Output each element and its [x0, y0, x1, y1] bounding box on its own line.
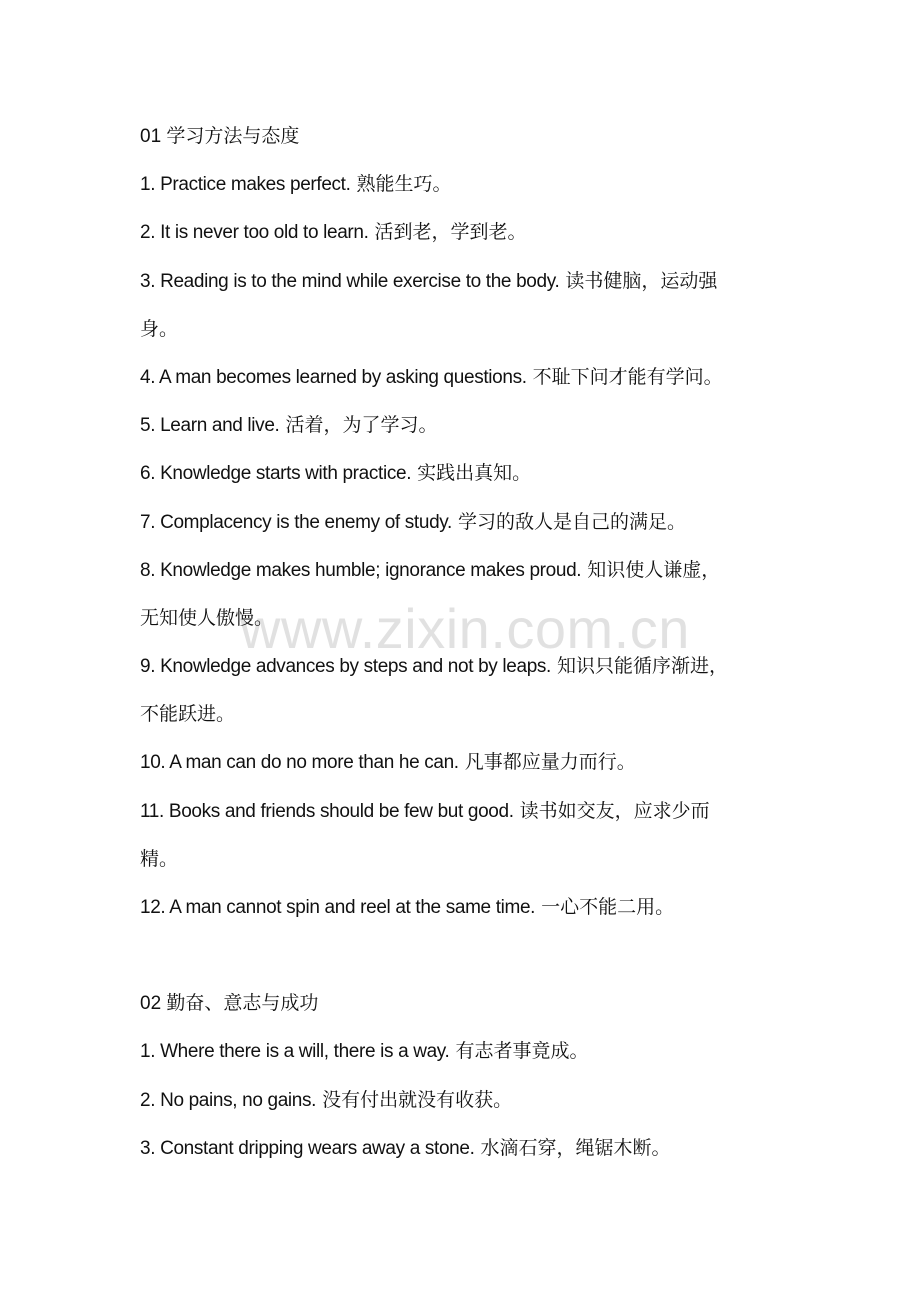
proverb-english: 1. Where there is a will, there is a way.: [140, 1041, 450, 1063]
proverb-chinese: 活着，为了学习。: [285, 415, 438, 437]
proverb-chinese: 读书如交友，应求少而: [519, 800, 710, 822]
proverb-line: [140, 161, 790, 209]
proverb-line: [140, 788, 790, 836]
proverb-english: 5. Learn and live.: [140, 415, 280, 437]
proverb-chinese: 凡事都应量力而行。: [464, 752, 636, 774]
proverb-chinese: 熟能生巧。: [356, 174, 452, 196]
proverb-line: [140, 209, 790, 257]
proverb-english: 4. A man becomes learned by asking questions.: [140, 366, 527, 388]
proverb-line: [140, 547, 790, 595]
proverb-chinese: 水滴石穿，绳锯木断。: [480, 1137, 671, 1159]
proverb-continuation: 无知使人傲慢。: [140, 607, 274, 629]
proverb-line: [140, 884, 790, 932]
proverb-chinese: 学习的敌人是自己的满足。: [457, 511, 686, 533]
proverb-english: 2. It is never too old to learn.: [140, 222, 369, 244]
proverb-english: 6. Knowledge starts with practice.: [140, 463, 412, 485]
proverb-english: 11. Books and friends should be few but good.: [140, 800, 514, 822]
proverb-chinese: 知识只能循序渐进，: [557, 656, 729, 678]
proverb-chinese: 实践出真知。: [417, 463, 532, 485]
proverb-english: 8. Knowledge makes humble; ignorance makes proud.: [140, 559, 582, 581]
proverb-english: 12. A man cannot spin and reel at the same time.: [140, 897, 536, 918]
proverb-line: [140, 643, 790, 691]
proverb-line: [140, 1077, 790, 1125]
proverb-continuation: 不能跃进。: [140, 704, 236, 726]
proverb-chinese: 知识使人谦虚，: [587, 559, 721, 581]
proverb-english: 9. Knowledge advances by steps and not by leaps.: [140, 656, 551, 678]
proverb-chinese: 活到老，学到老。: [374, 222, 527, 244]
document-content: [140, 113, 790, 1173]
proverb-line: [140, 499, 790, 547]
proverb-chinese: 有志者事竟成。: [455, 1041, 589, 1063]
proverb-chinese: 读书健脑，运动强: [565, 270, 718, 292]
proverb-chinese: 没有付出就没有收获。: [322, 1089, 513, 1111]
proverb-continuation: 精。: [140, 848, 179, 870]
proverb-english: 2. No pains, no gains.: [140, 1089, 317, 1111]
proverb-english: 3. Constant dripping wears away a stone.: [140, 1137, 475, 1159]
proverb-line: [140, 1125, 790, 1173]
proverb-chinese: 不耻下问才能有学问。: [532, 366, 723, 388]
proverb-line: [140, 258, 790, 306]
proverb-line: [140, 739, 790, 787]
proverb-line: [140, 354, 790, 402]
proverb-continuation: 身。: [140, 318, 179, 340]
watermark: www.zixin.com.cn: [240, 597, 690, 660]
proverb-english: 10. A man can do no more than he can.: [140, 752, 459, 774]
proverb-english: 3. Reading is to the mind while exercise to the body.: [140, 270, 560, 292]
section-heading: 02 勤奋、意志与成功: [140, 993, 319, 1015]
proverb-line: [140, 402, 790, 450]
proverb-line: [140, 1028, 790, 1076]
section-spacer: [140, 932, 790, 980]
section-heading: 01 学习方法与态度: [140, 126, 300, 147]
proverb-line: [140, 450, 790, 498]
proverb-english: 1. Practice makes perfect.: [140, 174, 351, 196]
proverb-chinese: 一心不能二用。: [541, 897, 675, 918]
proverb-english: 7. Complacency is the enemy of study.: [140, 511, 452, 533]
